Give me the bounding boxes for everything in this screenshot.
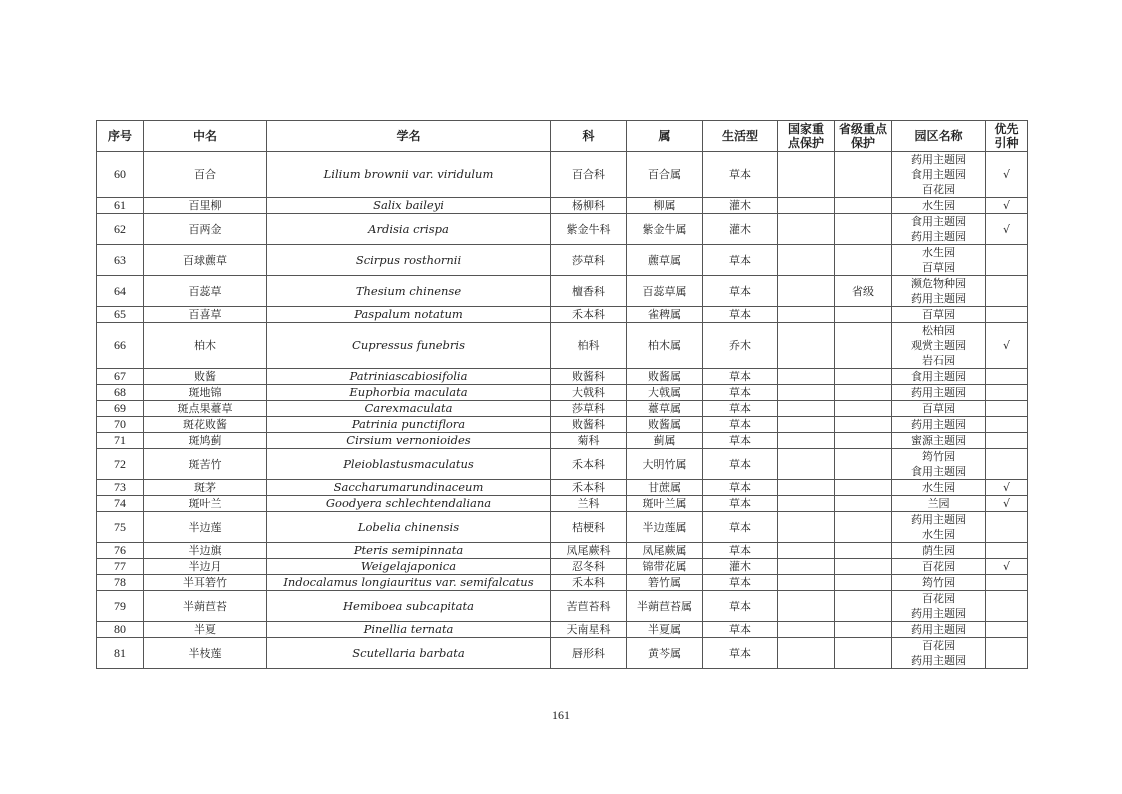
cell-provincial-protection bbox=[835, 496, 892, 512]
cell-sci-name: Hemiboea subcapitata bbox=[267, 591, 551, 622]
cell-cn-name: 百两金 bbox=[144, 214, 267, 245]
cell-life-form: 草本 bbox=[703, 417, 778, 433]
cell-priority bbox=[986, 369, 1028, 385]
zone-name: 观赏主题园 bbox=[911, 339, 966, 352]
cell-national-protection bbox=[778, 323, 835, 369]
cell-cn-name: 半边莲 bbox=[144, 512, 267, 543]
cell-zone bbox=[892, 401, 986, 417]
cell-family: 禾本科 bbox=[551, 480, 627, 496]
table-row bbox=[97, 214, 1028, 245]
cell-zone bbox=[892, 575, 986, 591]
cell-priority: √ bbox=[986, 480, 1028, 496]
cell-no: 71 bbox=[97, 433, 144, 449]
cell-zone bbox=[892, 622, 986, 638]
cell-national-protection bbox=[778, 245, 835, 276]
cell-genus: 凤尾蕨属 bbox=[627, 543, 703, 559]
cell-national-protection bbox=[778, 559, 835, 575]
cell-no: 60 bbox=[97, 152, 144, 198]
cell-life-form: 灌木 bbox=[703, 214, 778, 245]
zone-name: 水生园 bbox=[922, 199, 955, 212]
cell-genus: 雀稗属 bbox=[627, 307, 703, 323]
cell-cn-name: 半夏 bbox=[144, 622, 267, 638]
cell-sci-name: Lilium brownii var. viridulum bbox=[267, 152, 551, 198]
cell-genus: 败酱属 bbox=[627, 369, 703, 385]
cell-sci-name: Goodyera schlechtendaliana bbox=[267, 496, 551, 512]
cell-provincial-protection bbox=[835, 591, 892, 622]
cell-life-form: 草本 bbox=[703, 622, 778, 638]
cell-no: 64 bbox=[97, 276, 144, 307]
cell-no: 72 bbox=[97, 449, 144, 480]
cell-national-protection bbox=[778, 622, 835, 638]
cell-provincial-protection bbox=[835, 480, 892, 496]
header-genus: 属 bbox=[627, 121, 703, 152]
cell-priority: √ bbox=[986, 214, 1028, 245]
table-row bbox=[97, 198, 1028, 214]
cell-sci-name: Ardisia crispa bbox=[267, 214, 551, 245]
zone-name: 药用主题园 bbox=[911, 153, 966, 166]
cell-no: 65 bbox=[97, 307, 144, 323]
cell-priority: √ bbox=[986, 559, 1028, 575]
cell-provincial-protection bbox=[835, 449, 892, 480]
table-row bbox=[97, 480, 1028, 496]
zone-name: 药用主题园 bbox=[911, 607, 966, 620]
cell-life-form: 灌木 bbox=[703, 559, 778, 575]
cell-cn-name: 百球藨草 bbox=[144, 245, 267, 276]
cell-provincial-protection bbox=[835, 417, 892, 433]
cell-no: 70 bbox=[97, 417, 144, 433]
header-cn-name: 中名 bbox=[144, 121, 267, 152]
zone-name: 百草园 bbox=[922, 308, 955, 321]
cell-national-protection bbox=[778, 401, 835, 417]
header-no: 序号 bbox=[97, 121, 144, 152]
cell-no: 73 bbox=[97, 480, 144, 496]
cell-family: 柏科 bbox=[551, 323, 627, 369]
cell-provincial-protection bbox=[835, 559, 892, 575]
cell-no: 78 bbox=[97, 575, 144, 591]
cell-zone bbox=[892, 323, 986, 369]
zone-name: 百花园 bbox=[922, 560, 955, 573]
cell-priority bbox=[986, 543, 1028, 559]
cell-priority: √ bbox=[986, 152, 1028, 198]
cell-no: 77 bbox=[97, 559, 144, 575]
cell-genus: 败酱属 bbox=[627, 417, 703, 433]
cell-national-protection bbox=[778, 512, 835, 543]
table-row bbox=[97, 543, 1028, 559]
zone-name: 水生园 bbox=[922, 528, 955, 541]
cell-cn-name: 半耳箬竹 bbox=[144, 575, 267, 591]
cell-national-protection bbox=[778, 214, 835, 245]
cell-national-protection bbox=[778, 385, 835, 401]
cell-cn-name: 斑花败酱 bbox=[144, 417, 267, 433]
table-row bbox=[97, 622, 1028, 638]
cell-cn-name: 百喜草 bbox=[144, 307, 267, 323]
cell-sci-name: Salix baileyi bbox=[267, 198, 551, 214]
cell-genus: 半夏属 bbox=[627, 622, 703, 638]
table-row bbox=[97, 496, 1028, 512]
cell-national-protection bbox=[778, 480, 835, 496]
table-header-row bbox=[97, 121, 1028, 152]
zone-name: 蜜源主题园 bbox=[911, 434, 966, 447]
page-number: 161 bbox=[552, 708, 570, 722]
cell-provincial-protection bbox=[835, 543, 892, 559]
cell-provincial-protection bbox=[835, 638, 892, 669]
table-row bbox=[97, 323, 1028, 369]
cell-provincial-protection bbox=[835, 198, 892, 214]
cell-priority bbox=[986, 622, 1028, 638]
cell-priority bbox=[986, 512, 1028, 543]
cell-zone bbox=[892, 152, 986, 198]
cell-sci-name: Cirsium vernonioides bbox=[267, 433, 551, 449]
table-row bbox=[97, 307, 1028, 323]
cell-family: 败酱科 bbox=[551, 369, 627, 385]
zone-name: 筠竹园 bbox=[922, 450, 955, 463]
cell-life-form: 草本 bbox=[703, 480, 778, 496]
cell-sci-name: Thesium chinense bbox=[267, 276, 551, 307]
plant-species-table bbox=[96, 120, 1028, 669]
table-row bbox=[97, 449, 1028, 480]
cell-genus: 半蒴苣苔属 bbox=[627, 591, 703, 622]
cell-family: 苦苣苔科 bbox=[551, 591, 627, 622]
cell-no: 68 bbox=[97, 385, 144, 401]
cell-life-form: 草本 bbox=[703, 591, 778, 622]
zone-name: 兰园 bbox=[927, 497, 950, 510]
cell-family: 桔梗科 bbox=[551, 512, 627, 543]
cell-priority: √ bbox=[986, 323, 1028, 369]
cell-zone bbox=[892, 638, 986, 669]
cell-national-protection bbox=[778, 449, 835, 480]
cell-sci-name: Euphorbia maculata bbox=[267, 385, 551, 401]
table-row bbox=[97, 401, 1028, 417]
header-provincial-line-1: 省级重点 bbox=[838, 122, 887, 136]
table-row bbox=[97, 385, 1028, 401]
cell-genus: 柳属 bbox=[627, 198, 703, 214]
cell-family: 禾本科 bbox=[551, 307, 627, 323]
cell-zone bbox=[892, 512, 986, 543]
cell-sci-name: Paspalum notatum bbox=[267, 307, 551, 323]
header-national-protection bbox=[778, 121, 835, 152]
cell-zone bbox=[892, 198, 986, 214]
zone-name: 食用主题园 bbox=[911, 168, 966, 181]
zone-name: 水生园 bbox=[922, 246, 955, 259]
cell-family: 凤尾蕨科 bbox=[551, 543, 627, 559]
cell-national-protection bbox=[778, 307, 835, 323]
cell-family: 菊科 bbox=[551, 433, 627, 449]
zone-name: 百花园 bbox=[922, 183, 955, 196]
table-row bbox=[97, 245, 1028, 276]
cell-family: 百合科 bbox=[551, 152, 627, 198]
header-national-line-1: 国家重 bbox=[787, 122, 824, 136]
cell-no: 66 bbox=[97, 323, 144, 369]
cell-provincial-protection bbox=[835, 214, 892, 245]
cell-cn-name: 半蒴苣苔 bbox=[144, 591, 267, 622]
zone-name: 百花园 bbox=[922, 639, 955, 652]
table-body bbox=[97, 152, 1028, 669]
cell-sci-name: Weigelajaponica bbox=[267, 559, 551, 575]
zone-name: 水生园 bbox=[922, 481, 955, 494]
cell-life-form: 草本 bbox=[703, 369, 778, 385]
cell-national-protection bbox=[778, 369, 835, 385]
cell-life-form: 草本 bbox=[703, 638, 778, 669]
cell-genus: 薹草属 bbox=[627, 401, 703, 417]
cell-zone bbox=[892, 245, 986, 276]
cell-sci-name: Pinellia ternata bbox=[267, 622, 551, 638]
cell-genus: 大明竹属 bbox=[627, 449, 703, 480]
cell-zone bbox=[892, 307, 986, 323]
cell-zone bbox=[892, 559, 986, 575]
cell-no: 62 bbox=[97, 214, 144, 245]
cell-no: 61 bbox=[97, 198, 144, 214]
cell-no: 67 bbox=[97, 369, 144, 385]
table-row bbox=[97, 369, 1028, 385]
cell-national-protection bbox=[778, 198, 835, 214]
header-provincial-protection bbox=[835, 121, 892, 152]
cell-family: 禾本科 bbox=[551, 449, 627, 480]
cell-life-form: 乔木 bbox=[703, 323, 778, 369]
cell-national-protection bbox=[778, 276, 835, 307]
cell-cn-name: 败酱 bbox=[144, 369, 267, 385]
table-row bbox=[97, 559, 1028, 575]
table-row bbox=[97, 152, 1028, 198]
zone-name: 百草园 bbox=[922, 261, 955, 274]
cell-cn-name: 柏木 bbox=[144, 323, 267, 369]
cell-genus: 大戟属 bbox=[627, 385, 703, 401]
cell-life-form: 草本 bbox=[703, 496, 778, 512]
table-row bbox=[97, 512, 1028, 543]
cell-genus: 百蕊草属 bbox=[627, 276, 703, 307]
cell-cn-name: 斑苦竹 bbox=[144, 449, 267, 480]
cell-national-protection bbox=[778, 543, 835, 559]
cell-life-form: 草本 bbox=[703, 401, 778, 417]
cell-zone bbox=[892, 591, 986, 622]
cell-life-form: 草本 bbox=[703, 575, 778, 591]
zone-name: 食用主题园 bbox=[911, 215, 966, 228]
cell-life-form: 草本 bbox=[703, 307, 778, 323]
cell-zone bbox=[892, 276, 986, 307]
cell-no: 74 bbox=[97, 496, 144, 512]
cell-sci-name: Scirpus rosthornii bbox=[267, 245, 551, 276]
cell-genus: 藨草属 bbox=[627, 245, 703, 276]
cell-cn-name: 百蕊草 bbox=[144, 276, 267, 307]
zone-name: 药用主题园 bbox=[911, 230, 966, 243]
header-sci-name: 学名 bbox=[267, 121, 551, 152]
cell-zone bbox=[892, 480, 986, 496]
cell-national-protection bbox=[778, 417, 835, 433]
cell-genus: 百合属 bbox=[627, 152, 703, 198]
cell-sci-name: Lobelia chinensis bbox=[267, 512, 551, 543]
cell-priority bbox=[986, 591, 1028, 622]
cell-cn-name: 百里柳 bbox=[144, 198, 267, 214]
cell-sci-name: Indocalamus longiauritus var. semifalcatus bbox=[267, 575, 551, 591]
cell-national-protection bbox=[778, 575, 835, 591]
table-row bbox=[97, 433, 1028, 449]
cell-family: 禾本科 bbox=[551, 575, 627, 591]
cell-provincial-protection bbox=[835, 433, 892, 449]
cell-provincial-protection bbox=[835, 385, 892, 401]
cell-cn-name: 斑鸠蓟 bbox=[144, 433, 267, 449]
zone-name: 濒危物种园 bbox=[911, 277, 966, 290]
cell-family: 大戟科 bbox=[551, 385, 627, 401]
cell-national-protection bbox=[778, 638, 835, 669]
cell-provincial-protection bbox=[835, 369, 892, 385]
cell-provincial-protection bbox=[835, 401, 892, 417]
cell-family: 紫金牛科 bbox=[551, 214, 627, 245]
cell-no: 76 bbox=[97, 543, 144, 559]
cell-sci-name: Carexmaculata bbox=[267, 401, 551, 417]
cell-priority: √ bbox=[986, 496, 1028, 512]
table-row bbox=[97, 591, 1028, 622]
cell-priority bbox=[986, 575, 1028, 591]
cell-sci-name: Pleioblastusmaculatus bbox=[267, 449, 551, 480]
cell-life-form: 草本 bbox=[703, 449, 778, 480]
cell-genus: 紫金牛属 bbox=[627, 214, 703, 245]
cell-genus: 斑叶兰属 bbox=[627, 496, 703, 512]
cell-life-form: 草本 bbox=[703, 512, 778, 543]
cell-zone bbox=[892, 433, 986, 449]
cell-provincial-protection bbox=[835, 512, 892, 543]
cell-cn-name: 半边月 bbox=[144, 559, 267, 575]
cell-family: 忍冬科 bbox=[551, 559, 627, 575]
cell-family: 莎草科 bbox=[551, 245, 627, 276]
header-priority bbox=[986, 121, 1028, 152]
cell-no: 69 bbox=[97, 401, 144, 417]
zone-name: 食用主题园 bbox=[911, 370, 966, 383]
header-family: 科 bbox=[551, 121, 627, 152]
cell-zone bbox=[892, 417, 986, 433]
cell-priority bbox=[986, 401, 1028, 417]
cell-family: 檀香科 bbox=[551, 276, 627, 307]
cell-cn-name: 百合 bbox=[144, 152, 267, 198]
table-row bbox=[97, 417, 1028, 433]
zone-name: 药用主题园 bbox=[911, 418, 966, 431]
cell-zone bbox=[892, 214, 986, 245]
cell-cn-name: 斑茅 bbox=[144, 480, 267, 496]
cell-sci-name: Pteris semipinnata bbox=[267, 543, 551, 559]
cell-national-protection bbox=[778, 152, 835, 198]
cell-cn-name: 半枝莲 bbox=[144, 638, 267, 669]
zone-name: 筠竹园 bbox=[922, 576, 955, 589]
zone-name: 食用主题园 bbox=[911, 465, 966, 478]
cell-genus: 箬竹属 bbox=[627, 575, 703, 591]
cell-provincial-protection bbox=[835, 307, 892, 323]
cell-genus: 锦带花属 bbox=[627, 559, 703, 575]
cell-provincial-protection bbox=[835, 622, 892, 638]
cell-family: 兰科 bbox=[551, 496, 627, 512]
header-priority-line-1: 优先 bbox=[994, 122, 1019, 136]
cell-sci-name: Saccharumarundinaceum bbox=[267, 480, 551, 496]
cell-national-protection bbox=[778, 591, 835, 622]
cell-national-protection bbox=[778, 433, 835, 449]
cell-family: 败酱科 bbox=[551, 417, 627, 433]
cell-zone bbox=[892, 543, 986, 559]
cell-life-form: 草本 bbox=[703, 433, 778, 449]
cell-life-form: 灌木 bbox=[703, 198, 778, 214]
cell-cn-name: 半边旗 bbox=[144, 543, 267, 559]
cell-genus: 蓟属 bbox=[627, 433, 703, 449]
cell-family: 唇形科 bbox=[551, 638, 627, 669]
table-row bbox=[97, 276, 1028, 307]
cell-provincial-protection bbox=[835, 152, 892, 198]
cell-zone bbox=[892, 449, 986, 480]
zone-name: 药用主题园 bbox=[911, 292, 966, 305]
cell-zone bbox=[892, 385, 986, 401]
zone-name: 药用主题园 bbox=[911, 654, 966, 667]
cell-life-form: 草本 bbox=[703, 276, 778, 307]
cell-zone bbox=[892, 369, 986, 385]
cell-priority: √ bbox=[986, 198, 1028, 214]
cell-sci-name: Patriniascabiosifolia bbox=[267, 369, 551, 385]
zone-name: 百草园 bbox=[922, 402, 955, 415]
zone-name: 松柏园 bbox=[922, 324, 955, 337]
zone-name: 药用主题园 bbox=[911, 513, 966, 526]
cell-no: 75 bbox=[97, 512, 144, 543]
cell-national-protection bbox=[778, 496, 835, 512]
cell-genus: 黄芩属 bbox=[627, 638, 703, 669]
cell-priority bbox=[986, 433, 1028, 449]
header-zone: 园区名称 bbox=[892, 121, 986, 152]
header-life-form: 生活型 bbox=[703, 121, 778, 152]
zone-name: 岩石园 bbox=[922, 354, 955, 367]
cell-no: 81 bbox=[97, 638, 144, 669]
header-provincial-line-2: 保护 bbox=[850, 136, 875, 150]
cell-provincial-protection bbox=[835, 245, 892, 276]
cell-cn-name: 斑点果薹草 bbox=[144, 401, 267, 417]
cell-priority bbox=[986, 638, 1028, 669]
cell-genus: 半边莲属 bbox=[627, 512, 703, 543]
cell-priority bbox=[986, 307, 1028, 323]
zone-name: 药用主题园 bbox=[911, 623, 966, 636]
cell-priority bbox=[986, 245, 1028, 276]
zone-name: 百花园 bbox=[922, 592, 955, 605]
cell-provincial-protection bbox=[835, 323, 892, 369]
cell-provincial-protection: 省级 bbox=[835, 276, 892, 307]
cell-priority bbox=[986, 417, 1028, 433]
cell-life-form: 草本 bbox=[703, 245, 778, 276]
zone-name: 荫生园 bbox=[922, 544, 955, 557]
zone-name: 药用主题园 bbox=[911, 386, 966, 399]
cell-zone bbox=[892, 496, 986, 512]
cell-life-form: 草本 bbox=[703, 385, 778, 401]
cell-priority bbox=[986, 276, 1028, 307]
cell-genus: 柏木属 bbox=[627, 323, 703, 369]
header-national-line-2: 点保护 bbox=[787, 136, 824, 150]
table-row bbox=[97, 638, 1028, 669]
cell-family: 莎草科 bbox=[551, 401, 627, 417]
table-row bbox=[97, 575, 1028, 591]
cell-family: 天南星科 bbox=[551, 622, 627, 638]
cell-no: 80 bbox=[97, 622, 144, 638]
cell-sci-name: Patrinia punctiflora bbox=[267, 417, 551, 433]
cell-sci-name: Scutellaria barbata bbox=[267, 638, 551, 669]
cell-sci-name: Cupressus funebris bbox=[267, 323, 551, 369]
cell-provincial-protection bbox=[835, 575, 892, 591]
cell-no: 79 bbox=[97, 591, 144, 622]
cell-no: 63 bbox=[97, 245, 144, 276]
cell-priority bbox=[986, 385, 1028, 401]
cell-cn-name: 斑地锦 bbox=[144, 385, 267, 401]
cell-life-form: 草本 bbox=[703, 152, 778, 198]
header-priority-line-2: 引种 bbox=[994, 136, 1019, 150]
cell-life-form: 草本 bbox=[703, 543, 778, 559]
cell-cn-name: 斑叶兰 bbox=[144, 496, 267, 512]
cell-genus: 甘蔗属 bbox=[627, 480, 703, 496]
cell-priority bbox=[986, 449, 1028, 480]
cell-family: 杨柳科 bbox=[551, 198, 627, 214]
